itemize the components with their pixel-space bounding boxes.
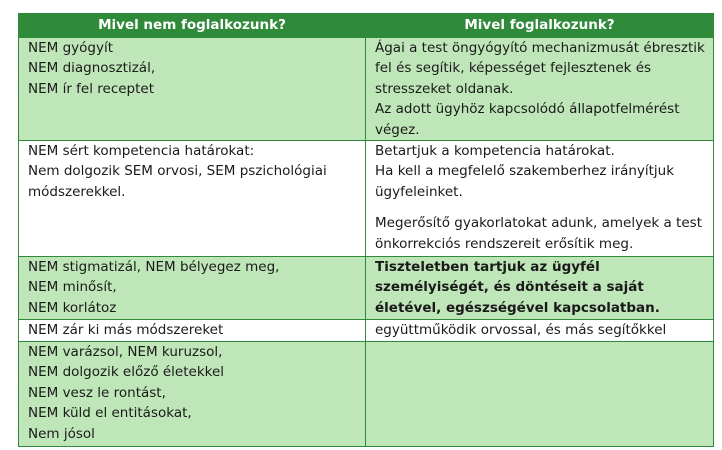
right-line: együttműködik orvossal, és más segítőkkel — [375, 322, 667, 339]
left-line: Nem jósol — [28, 425, 95, 442]
left-cell — [19, 38, 366, 141]
header-row — [19, 14, 714, 38]
left-line: NEM sért kompetencia határokat: — [28, 143, 255, 160]
left-line: NEM zár ki más módszereket — [28, 322, 224, 339]
right-cell — [366, 38, 714, 141]
left-line: NEM varázsol, NEM kuruzsol, — [28, 344, 223, 361]
right-cell — [366, 141, 714, 257]
left-line: NEM küld el entitásokat, — [28, 405, 192, 422]
comparison-table — [18, 13, 714, 447]
left-line: NEM dolgozik előző életekkel — [28, 364, 225, 381]
right-paragraph-bold: Tiszteletben tartjuk az ügyfél személyiségét, és döntéseit a saját életével, egészségével kapcsolatban. — [375, 259, 660, 316]
header-what-we-dont-do: Mivel nem foglalkozunk? — [19, 14, 366, 38]
left-cell — [19, 320, 366, 342]
table-row — [19, 257, 714, 320]
left-cell — [19, 257, 366, 320]
left-cell — [19, 141, 366, 257]
left-line: NEM minősít, — [28, 279, 117, 296]
table-row — [19, 38, 714, 141]
header-what-we-do: Mivel foglalkozunk? — [366, 14, 714, 38]
right-line: Betartjuk a kompetencia határokat. — [375, 143, 615, 160]
left-line: NEM diagnosztizál, — [28, 60, 156, 77]
table-row — [19, 320, 714, 342]
left-line: NEM vesz le rontást, — [28, 384, 166, 401]
left-line: NEM gyógyít — [28, 40, 113, 56]
right-paragraph: Az adott ügyhöz kapcsolódó állapotfelmérést végez. — [375, 101, 680, 138]
table-row — [19, 141, 714, 257]
left-paragraph: Nem dolgozik SEM orvosi, SEM pszichológiai módszerekkel. — [28, 163, 327, 200]
left-line: NEM stigmatizál, NEM bélyegez meg, — [28, 259, 280, 276]
right-cell-empty — [366, 342, 714, 447]
right-paragraph: Ha kell a megfelelő szakemberhez irányítjuk ügyfeleinket. — [375, 163, 675, 200]
right-cell — [366, 257, 714, 320]
table-row — [19, 342, 714, 447]
left-line: NEM ír fel receptet — [28, 80, 155, 97]
left-line: NEM korlátoz — [28, 299, 117, 316]
right-paragraph: Megerősítő gyakorlatokat adunk, amelyek a test önkorrekciós rendszereit erősítik meg. — [375, 215, 702, 252]
right-cell — [366, 320, 714, 342]
left-cell — [19, 342, 366, 447]
right-paragraph: Ágai a test öngyógyító mechanizmusát ébresztik fel és segítik, képességet fejlesztenek és stresszeket oldanak. — [375, 40, 705, 97]
